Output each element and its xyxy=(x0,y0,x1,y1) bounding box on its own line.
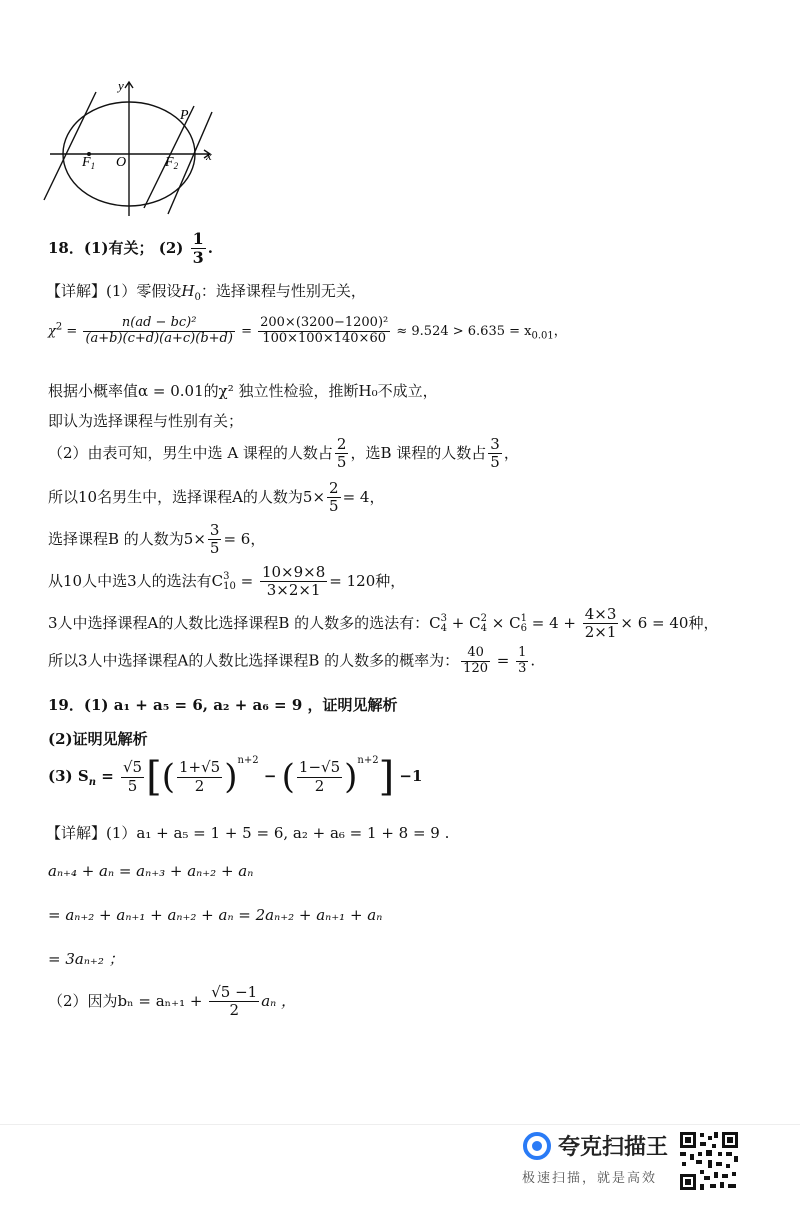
q19-detail-2: aₙ₊₄ + aₙ = aₙ₊₃ + aₙ₊₂ + aₙ xyxy=(48,862,254,880)
f2-label: $F_2$ xyxy=(165,155,179,171)
q19-detail-5: （2）因为bₙ = aₙ₊₁ + $\frac{√5 -1}{2}$ aₙ ， xyxy=(48,983,296,1020)
q18-line-g: 3人中选择课程A的人数比选择课程B 的人数多的选法有：C 3 4 + C 2 4 × C 1 6 = 4 + $\frac{4\times 3}{2\times 1}$ × 6 = 40种， xyxy=(48,605,719,642)
origin-label: O xyxy=(116,155,127,170)
q18-line-a: 根据小概率值α = 0.01的χ² 独立性检验，推断H₀不成立， xyxy=(48,382,438,400)
q19-detail-4: = 3aₙ₊₂ ； xyxy=(48,950,124,968)
q18-detail-1: 【详解】(1）零假设$H_0$：选择课程与性别无关， xyxy=(46,282,366,303)
scanner-brand xyxy=(522,1130,672,1186)
q18-line-d: 所以10名男生中，选择课程A的人数为5× $\frac{2}{5}$ = 4， xyxy=(48,479,385,516)
q18-line-e: 选择课程B 的人数为5× $\frac{3}{5}$ = 6， xyxy=(48,521,266,558)
brand-logo-icon xyxy=(522,1131,552,1161)
f1-label: $F_1$ xyxy=(82,155,96,171)
x-axis-label: x xyxy=(206,148,212,163)
q18-answer: 18．(1)有关； (2) $\frac{1}{3}$ . xyxy=(48,229,213,268)
qr-code-icon xyxy=(678,1130,740,1192)
q18-line-c: （2）由表可知，男生中选 A 课程的人数占 $\frac{2}{5}$ ，选B 课程的人数占 $\frac{3}{5}$ ， xyxy=(48,435,519,472)
q19-answer-3: (3) $S_n$ = $\frac{√5}{5}$ [( $\frac{1+√5}{2}$ )$^{n+2}$ − ( $\frac{1-√5}{2}$ )$^{n+2}$] −1 xyxy=(48,754,423,800)
y-axis-label: y xyxy=(118,78,124,93)
ellipse-figure xyxy=(40,78,230,218)
chi-square-formula: $\chi^2$ = $\frac{\text{n(ad − bc)²}}{(a+b)(c+d)(a+c)(b+d)}$ = $\frac{\text{200×(3200−1200)²}}{100\times 100\times 140\times 60}$ ≈ $9.524 > 6.635 = x_{0.01}$， xyxy=(48,315,567,346)
point-p-label: P xyxy=(180,108,189,123)
q18-line-h: 所以3人中选择课程A的人数比选择课程B 的人数多的概率为： $\frac{40}{120}$ = $\frac{1}{3}$ . xyxy=(48,645,536,676)
brand-slogan: 极速扫描，就是高效 xyxy=(522,1171,658,1186)
footer-divider xyxy=(0,1124,800,1125)
q18-line-b: 即认为选择课程与性别有关； xyxy=(48,412,244,430)
q19-answer-1: 19．(1) a₁ + a₅ = 6, a₂ + a₆ = 9 ，证明见解析 xyxy=(48,696,398,714)
q19-detail-1: 【详解】(1）a₁ + a₅ = 1 + 5 = 6, a₂ + a₆ = 1 + 8 = 9 . xyxy=(46,824,450,842)
tangent-line-left xyxy=(44,92,96,200)
q19-answer-2: (2)证明见解析 xyxy=(48,730,148,748)
brand-name: 夸克扫描王 xyxy=(558,1135,669,1160)
q19-detail-3: = aₙ₊₂ + aₙ₊₁ + aₙ₊₂ + aₙ = 2aₙ₊₂ + aₙ₊₁ + aₙ xyxy=(48,906,383,924)
q18-line-f: 从10人中选3人的选法有C 3 10 = $\frac{10\times 9\times 8}{3\times 2\times 1}$ = 120种， xyxy=(48,563,406,600)
